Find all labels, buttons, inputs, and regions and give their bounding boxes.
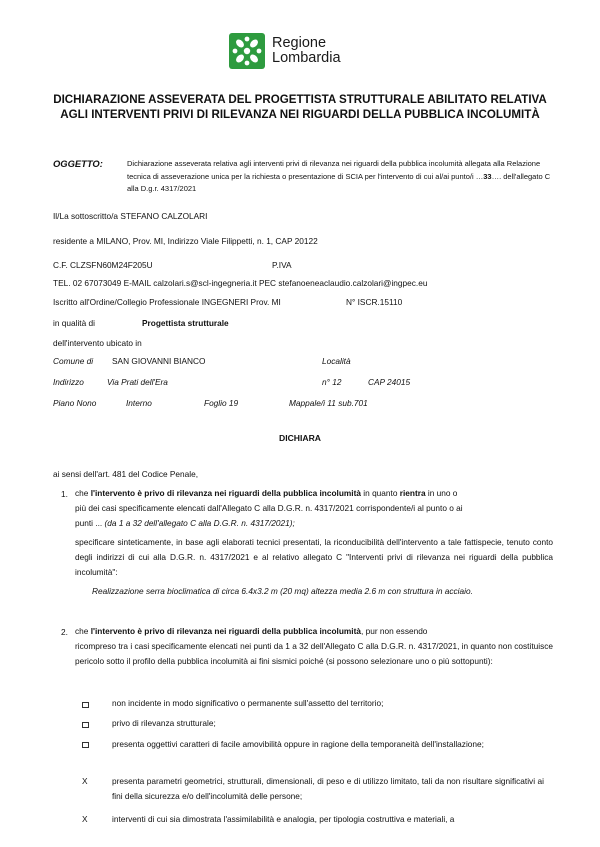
- option-3-checkbox[interactable]: [82, 742, 89, 748]
- oggetto-text-a: Dichiarazione asseverata relativa agli interventi privi di rilevanza nei riguardi della pubblica incolumità allegata alla Relazione tecnica di asseverazione unica per la richiesta o presentazione di SCIA per l'intervento di cui al/ai punto/i …: [127, 159, 541, 181]
- item-1-text-a: che: [75, 488, 91, 498]
- item-1-text-e: in uno o: [425, 488, 458, 498]
- indirizzo-value: Via Prati dell'Era: [107, 377, 168, 387]
- item-2-text-c: , pur non essendo: [361, 626, 428, 636]
- comune-value: SAN GIOVANNI BIANCO: [112, 356, 206, 366]
- logo-wordmark: [272, 36, 341, 66]
- item-2-rest: ricompreso tra i casi specificamente elencati nei punti da 1 a 32 dell'Allegato C alla D.G.R. n. 4317/2021, in quanto non costituisce pericolo sotto il profilo della pubblica incolumità ai fini sismici poiché (si possono selezionare uno o più sottopunti):: [75, 641, 554, 666]
- item-2-text-a: che: [75, 626, 91, 636]
- declarant-piva: P.IVA: [272, 260, 292, 270]
- intervention-description: Realizzazione serra bioclimatica di circa 6.4x3.2 m (20 mq) altezza media 2.6 m con struttura in acciaio.: [92, 586, 473, 596]
- item-2-text: [75, 624, 553, 669]
- localita-label: Località: [322, 356, 351, 366]
- declarant-albo-number: N° ISCR.15110: [346, 297, 403, 307]
- civico-number: n° 12: [322, 377, 342, 387]
- oggetto-label: OGGETTO:: [53, 158, 103, 169]
- ai-sensi-text: ai sensi dell'art. 481 del Codice Penale,: [53, 469, 199, 479]
- option-5-check-mark[interactable]: X: [82, 814, 88, 824]
- declarant-albo: Iscritto all'Ordine/Collegio Professionale INGEGNERI Prov. MI: [53, 297, 281, 307]
- option-1-checkbox[interactable]: [82, 702, 89, 708]
- item-1-emphasis: l'intervento è privo di rilevanza nei riguardi della pubblica incolumità: [90, 488, 361, 498]
- regione-lombardia-logo: [229, 33, 341, 69]
- cap-value: CAP 24015: [368, 377, 411, 387]
- item-1-punti: punti ...: [75, 518, 105, 528]
- option-2-text: privo di rilevanza strutturale;: [112, 718, 216, 728]
- item-1-number: 1.: [61, 489, 68, 499]
- item-1-punti-note: (da 1 a 32 dell'allegato C alla D.G.R. n. 4317/2021);: [104, 518, 295, 528]
- item-1-specify: specificare sinteticamente, in base agli elaborati tecnici presentati, la riconducibilità dell'intervento a tale fattispecie, tenuto conto degli indirizzi di cui alla D.G.R. n. 4317/2021 e al relativo allegato C "Interventi privi di rilevanza nei riguardi della pubblica incolumità":: [75, 537, 553, 577]
- interno-label: Interno: [126, 398, 152, 408]
- option-2-checkbox[interactable]: [82, 722, 89, 728]
- foglio-value: Foglio 19: [204, 398, 239, 408]
- rosa-camuna-icon: [229, 33, 265, 69]
- document-title: DICHIARAZIONE ASSEVERATA DEL PROGETTISTA STRUTTURALE ABILITATO RELATIVA AGLI INTERVENTI PRIVI DI RILEVANZA NEI RIGUARDI DELLA PUBBLICA INCOLUMITÀ: [53, 93, 547, 121]
- item-1-rientra: rientra: [399, 488, 426, 498]
- piano-value: Piano Nono: [53, 398, 97, 408]
- option-3-text: presenta oggettivi caratteri di facile amovibilità oppure in ragione della temporaneità dell'installazione;: [112, 739, 484, 749]
- declarant-cf: C.F. CLZSFN60M24F205U: [53, 260, 153, 270]
- dichiara-heading: DICHIARA: [278, 433, 321, 443]
- declarant-name: Il/La sottoscritto/a STEFANO CALZOLARI: [53, 211, 208, 221]
- oggetto-text-b: …. dell'allegato C alla D.g.r. 4317/2021: [127, 171, 551, 193]
- qualita-value: Progettista strutturale: [142, 318, 229, 328]
- qualita-label: in qualità di: [53, 318, 95, 328]
- item-2-emphasis: l'intervento è privo di rilevanza nei riguardi della pubblica incolumità: [90, 626, 361, 636]
- option-4-check-mark[interactable]: X: [82, 776, 88, 786]
- declarant-contacts: TEL. 02 67073049 E-MAIL calzolari.s@scl-ingegneria.it PEC stefanoeneaclaudio.calzolari@ingpec.eu: [53, 278, 428, 288]
- item-1-text-c: in quanto: [361, 488, 400, 498]
- logo-line-2: Lombardia: [272, 50, 341, 66]
- comune-label: Comune di: [53, 356, 94, 366]
- declarant-residence: residente a MILANO, Prov. MI, Indirizzo Viale Filippetti, n. 1, CAP 20122: [53, 236, 318, 246]
- item-1-text: [75, 486, 553, 531]
- mappale-value: Mappale/i 11 sub.701: [289, 398, 368, 408]
- item-1-line-2: più dei casi specificamente elencati dall'Allegato C alla D.G.R. n. 4317/2021 corrispondente/i al punto o ai: [75, 503, 463, 513]
- option-5-text: interventi di cui sia dimostrata l'assimilabilità e analogia, per tipologia costruttiva e materiali, a: [112, 814, 455, 824]
- option-4-text: presenta parametri geometrici, strutturali, dimensionali, di peso e di utilizzo limitato, tali da non risultare significativi ai fini della sicurezza e/o dell'incolumità delle persone;: [112, 776, 544, 801]
- oggetto-punto-number: 33: [483, 171, 492, 181]
- indirizzo-label: Indirizzo: [53, 377, 84, 387]
- logo-line-1: Regione: [272, 35, 327, 51]
- ubicato-label: dell'intervento ubicato in: [53, 338, 142, 348]
- oggetto-text: [127, 158, 553, 196]
- option-1-text: non incidente in modo significativo o permanente sull'assetto del territorio;: [112, 698, 384, 708]
- item-2-number: 2.: [61, 627, 68, 637]
- oggetto-section: [53, 158, 553, 196]
